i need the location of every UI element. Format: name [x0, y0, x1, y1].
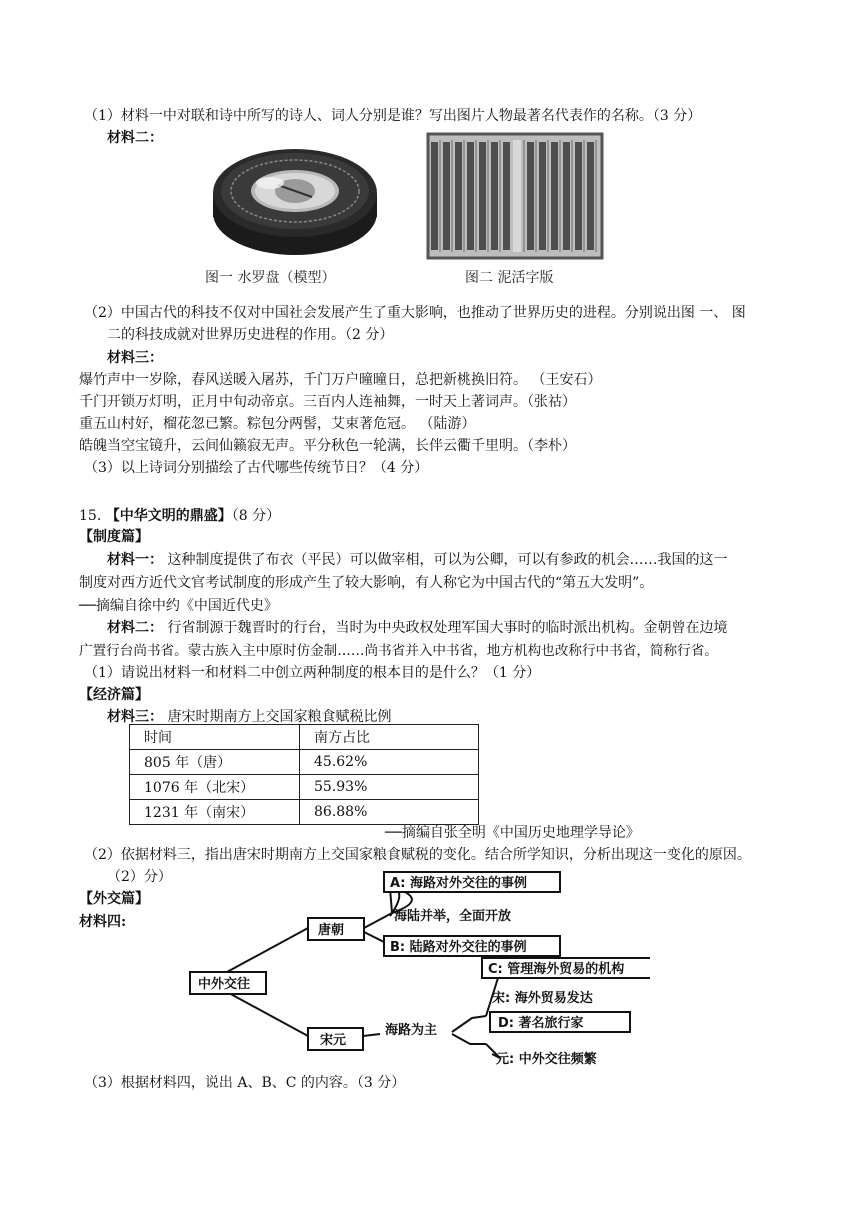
- material2-line1: [107, 618, 727, 638]
- figure2-caption: 图二 泥活字版: [465, 270, 554, 286]
- tax-ratio-table: [129, 724, 479, 825]
- material1-line2: 制度对西方近代文官考试制度的形成产生了较大影响，有人称它为中国古代的“第五大发明”。: [79, 575, 654, 591]
- diagram-tang: 唐朝: [318, 923, 345, 938]
- figure1-caption: 图一 水罗盘（模型）: [205, 270, 336, 286]
- material4-label: 材料四:: [79, 914, 127, 930]
- q15-title: 【中华文明的鼎盛】: [105, 508, 232, 524]
- section-system: 【制度篇】: [79, 529, 149, 545]
- foreign-relations-diagram: [180, 868, 650, 1078]
- q14-sub2-line1: （2）中国古代的科技不仅对中国社会发展产生了重大影响，也推动了世界历史的进程。分别说出图 一、 图: [84, 305, 746, 321]
- q15-sub2-line1: （2）依据材料三，指出唐宋时期南方上交国家粮食赋税的变化。结合所学知识，分析出现这一变化的原因。: [84, 847, 751, 863]
- section-economy: 【经济篇】: [79, 687, 149, 703]
- material1-text1: 这种制度提供了布衣（平民）可以做宰相，可以为公卿，可以有参政的机会……我国的这一: [167, 552, 728, 568]
- q15-sub2-line2: （2）分）: [107, 869, 172, 885]
- poem-1: 爆竹声中一岁除，春风送暖入屠苏，千门万户曈曈日，总把新桃换旧符。 （王安石）: [79, 372, 602, 388]
- material2-line2: 广置行台尚书省。蒙古族入主中原时仿金制……尚书省并入中书省，地方机构也改称行中书省，简称行省。: [79, 643, 718, 659]
- table-header-ratio: 南方占比: [300, 725, 479, 750]
- material3-source: ──摘编自张全明《中国历史地理学导论》: [385, 825, 640, 841]
- material1-line1: [107, 550, 727, 570]
- material3-label: 材料三：: [107, 709, 163, 725]
- diagram-box-c: C: 管理海外贸易的机构: [488, 962, 625, 977]
- q15-score: （8 分）: [231, 508, 281, 524]
- diagram-tang-mid: 海陆并举，全面开放: [394, 909, 512, 924]
- table-row: [130, 800, 479, 825]
- q15-sub3: （3）根据材料四，说出 A、B、C 的内容。（3 分）: [84, 1075, 406, 1091]
- material2-text1: 行省制源于魏晋时的行台，当时为中央政权处理军国大事时的临时派出机构。金朝曾在边境: [167, 620, 728, 636]
- diagram-yuan: 元: 中外交往频繁: [496, 1052, 597, 1067]
- diagram-sy-mid: 海路为主: [385, 1023, 438, 1038]
- table-cell: 1231 年（南宋）: [130, 800, 300, 825]
- table-cell: 805 年（唐）: [130, 750, 300, 775]
- material1-label: 材料一：: [107, 552, 163, 568]
- diagram-box-a: A: 海路对外交往的事例: [390, 876, 528, 891]
- q14-material2-label: 材料二：: [107, 130, 163, 146]
- q15-heading: [79, 506, 280, 526]
- material2-label: 材料二：: [107, 620, 163, 636]
- movable-type-icon: [425, 132, 605, 262]
- q15-number: 15.: [79, 508, 102, 524]
- q14-sub2-line2: 二的科技成就对世界历史进程的作用。（2 分）: [107, 327, 394, 343]
- table-header-row: [130, 725, 479, 750]
- table-row: [130, 750, 479, 775]
- table-cell: 45.62%: [300, 750, 479, 775]
- table-row: [130, 775, 479, 800]
- material1-source: ──摘编自徐中约《中国近代史》: [79, 598, 278, 614]
- figure-movable-type: [425, 132, 605, 287]
- diagram-song: 宋: 海外贸易发达: [492, 991, 593, 1006]
- compass-icon: [200, 135, 390, 265]
- table-cell: 86.88%: [300, 800, 479, 825]
- table-cell: 1076 年（北宋）: [130, 775, 300, 800]
- table-header-time: 时间: [130, 725, 300, 750]
- q15-sub1: （1）请说出材料一和材料二中创立两种制度的根本目的是什么？（1 分）: [84, 665, 541, 681]
- q14-sub1: （1）材料一中对联和诗中所写的诗人、词人分别是谁？写出图片人物最著名代表作的名称。（3 分）: [84, 108, 702, 124]
- diagram-box-d: D: 著名旅行家: [498, 1016, 584, 1031]
- poem-2: 千门开锁万灯明，正月中旬动帝京。三百内人连袖舞，一时天上著词声。（张祜）: [79, 394, 576, 410]
- section-diplomacy: 【外交篇】: [79, 891, 149, 907]
- poem-3: 重五山村好，榴花忽已繁。粽包分两髻，艾束著危冠。 （陆游）: [79, 416, 476, 432]
- q14-sub3: （3）以上诗词分别描绘了古代哪些传统节日？（4 分）: [84, 460, 429, 476]
- diagram-root: 中外交往: [198, 977, 251, 992]
- q14-material3-label: 材料三：: [107, 350, 163, 366]
- table-cell: 55.93%: [300, 775, 479, 800]
- diagram-box-b: B: 陆路对外交往的事例: [390, 940, 527, 955]
- poem-4: 皓魄当空宝镜升，云间仙籁寂无声。平分秋色一轮满，长伴云衢千里明。（李朴）: [79, 438, 576, 454]
- material3-title: 唐宋时期南方上交国家粮食赋税比例: [167, 709, 392, 725]
- figure-compass: [200, 135, 390, 285]
- diagram-songyuan: 宋元: [320, 1033, 347, 1048]
